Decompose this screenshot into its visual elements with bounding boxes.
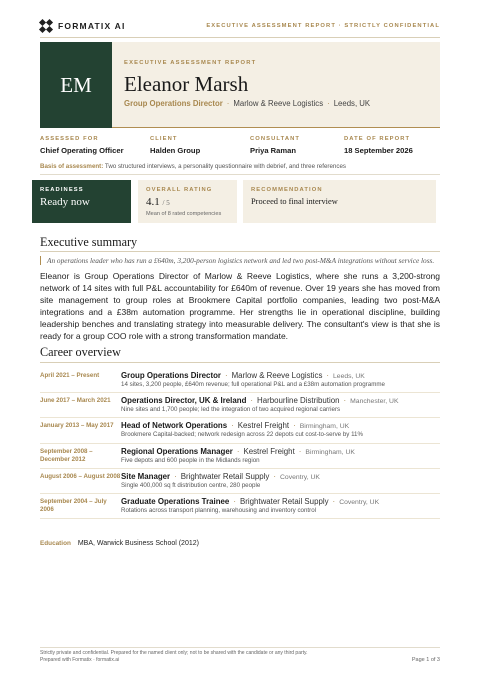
education-label: Education xyxy=(40,540,71,547)
career-description: Rotations across transport planning, warehousing and inventory control xyxy=(121,507,317,515)
logo-text: FORMATIX AI xyxy=(58,21,126,31)
date-value: 18 September 2026 xyxy=(344,146,413,155)
candidate-location: Leeds, UK xyxy=(333,99,371,108)
career-org: Marlow & Reeve Logistics xyxy=(231,371,323,380)
logo-mark-icon xyxy=(40,20,52,32)
header-eyebrow: EXECUTIVE ASSESSMENT REPORT xyxy=(124,60,257,66)
career-org: Brightwater Retail Supply xyxy=(180,471,270,481)
career-dates: August 2006 – August 2008 xyxy=(40,472,121,480)
assessed-for-value: Chief Operating Officer xyxy=(40,146,124,155)
career-org: Kestrel Freight xyxy=(237,421,290,431)
career-row xyxy=(40,393,440,418)
summary-body: Eleanor is Group Operations Director of Marlow & Reeve Logistics, where she runs a 3,200-strong network of 14 sites with full P&L accountability for £640m of revenue. Over 19 years she has moved from site management to group roles at Brookmere Capital portfolio companies, leading two post-M&A integrations and a £38m automation programme. Her strengths lie in operational discipline, building leadership benches and translating strategy into measurable delivery. The consultant's view is that she is ready for a group COO role with a strong transformation mandate. xyxy=(40,271,440,342)
career-heading: Career overview xyxy=(40,345,121,359)
career-title: Head of Network Operations xyxy=(121,421,228,431)
career-dates: September 2008 – December 2012 xyxy=(40,447,93,463)
footer-confidentiality: Strictly private and confidential. Prepared for the named client only; not to be shared with the candidate or any third party. xyxy=(40,650,308,656)
summary-heading: Executive summary xyxy=(40,235,138,249)
divider xyxy=(40,362,440,363)
top-bar xyxy=(40,16,440,36)
rating-note: Mean of 8 rated competencies xyxy=(146,211,222,217)
divider xyxy=(40,37,440,38)
career-title-line: Site Manager · Brightwater Retail Supply · Coventry, UK xyxy=(121,471,320,481)
career-org: Brightwater Retail Supply xyxy=(239,497,329,507)
career-row xyxy=(40,469,440,494)
assessed-for-label: ASSESSED FOR xyxy=(40,136,99,142)
rating-label: OVERALL RATING xyxy=(146,187,213,193)
career-title-line: Regional Operations Manager · Kestrel Freight · Birmingham, UK xyxy=(121,446,355,456)
career-title-line: Group Operations Director · Marlow & Reeve Logistics · Leeds, UK xyxy=(121,371,365,380)
career-title: Operations Director, UK & Ireland xyxy=(121,396,247,406)
readiness-card xyxy=(32,180,131,223)
basis-value: Two structured interviews, a personality questionnaire with debrief, and three references xyxy=(104,163,346,170)
divider xyxy=(40,174,440,175)
recommendation-value: Proceed to final interview xyxy=(251,197,338,206)
career-description: Five depots and 600 people in the Midlands region xyxy=(121,456,260,464)
career-description: Nine sites and 1,700 people; led the integration of two acquired regional carriers xyxy=(121,406,341,414)
rating-score: 4.1 xyxy=(146,196,160,208)
consultant xyxy=(250,136,344,160)
monogram: EM xyxy=(40,42,112,128)
career-row xyxy=(40,368,440,393)
education xyxy=(40,540,199,547)
career-location: Birmingham, UK xyxy=(299,423,350,431)
career-title: Group Operations Director xyxy=(121,371,221,380)
date-label: DATE OF REPORT xyxy=(344,136,411,142)
career-title-line: Operations Director, UK & Ireland · Harbourline Distribution · Manchester, UK xyxy=(121,396,399,406)
career-row xyxy=(40,494,440,519)
career-body xyxy=(121,396,440,414)
career-title-line: Head of Network Operations · Kestrel Freight · Birmingham, UK xyxy=(121,421,350,431)
summary-quote: An operations leader who has run a £640m, 3,200-person logistics network and led two post-M&A integrations without service loss. xyxy=(40,256,440,265)
career-org: Harbourline Distribution xyxy=(257,396,340,406)
candidate-header xyxy=(40,42,440,128)
career-body xyxy=(121,421,440,439)
page-number: Page 1 of 3 xyxy=(411,657,440,663)
career-title: Graduate Operations Trainee xyxy=(121,497,230,507)
career-location: Birmingham, UK xyxy=(305,448,355,456)
client xyxy=(150,136,250,160)
consultant-value: Priya Raman xyxy=(250,146,297,155)
career-body xyxy=(121,447,440,465)
career-location: Coventry, UK xyxy=(339,499,380,507)
basis-label: Basis of assessment: xyxy=(40,163,104,170)
career-list xyxy=(40,368,440,519)
client-label: CLIENT xyxy=(150,136,178,142)
report-tagline: EXECUTIVE ASSESSMENT REPORT · STRICTLY CONFIDENTIAL xyxy=(206,23,440,29)
recommendation-card xyxy=(243,180,436,223)
career-body xyxy=(121,472,440,490)
report-info xyxy=(40,136,440,160)
brand-logo xyxy=(40,20,126,32)
readiness-label: READINESS xyxy=(40,187,84,193)
report-date xyxy=(344,136,440,160)
career-dates: January 2013 – May 2017 xyxy=(40,422,114,430)
career-title: Site Manager xyxy=(121,471,171,481)
candidate-name: Eleanor Marsh xyxy=(124,72,249,96)
career-description: Single 400,000 sq ft distribution centre, 280 people xyxy=(121,481,261,489)
divider xyxy=(40,251,440,252)
education-value: MBA, Warwick Business School (2012) xyxy=(77,540,199,547)
career-location: Leeds, UK xyxy=(333,373,365,380)
career-row xyxy=(40,444,440,469)
career-title: Regional Operations Manager xyxy=(121,446,233,456)
consultant-label: CONSULTANT xyxy=(250,136,301,142)
client-value: Halden Group xyxy=(150,146,201,155)
career-title-line: Graduate Operations Trainee · Brightwater Retail Supply · Coventry, UK xyxy=(121,497,380,507)
career-row xyxy=(40,418,440,443)
candidate-company: Marlow & Reeve Logistics xyxy=(233,99,324,108)
footer-note xyxy=(40,650,308,663)
career-dates: April 2021 – Present xyxy=(40,372,100,379)
career-body xyxy=(121,371,440,389)
footer-prepared-with: Prepared with Formatix · formatix.ai xyxy=(40,656,120,663)
career-description: Brookmere Capital-backed; network redesign across 22 depots cut cost-to-serve by 11% xyxy=(121,431,364,439)
recommendation-label: RECOMMENDATION xyxy=(251,187,323,193)
career-dates: September 2004 – July 2006 xyxy=(40,498,107,514)
career-dates: June 2017 – March 2021 xyxy=(40,397,111,405)
basis-of-assessment xyxy=(40,163,440,170)
career-body xyxy=(121,497,440,515)
rating-scale: / 5 xyxy=(162,199,170,207)
divider xyxy=(40,647,440,648)
readiness-value: Ready now xyxy=(40,196,90,208)
career-description: 14 sites, 3,200 people, £640m revenue; full operational P&L and a £38m automation programme xyxy=(121,381,385,388)
candidate-role: Group Operations Director xyxy=(124,99,223,108)
assessed-for xyxy=(40,136,150,160)
candidate-meta: Group Operations Director · Marlow & Reeve Logistics · Leeds, UK xyxy=(124,99,371,108)
rating-card xyxy=(138,180,237,223)
rating-value xyxy=(146,196,170,208)
career-location: Coventry, UK xyxy=(280,473,320,481)
career-org: Kestrel Freight xyxy=(243,446,295,456)
career-location: Manchester, UK xyxy=(350,398,399,406)
